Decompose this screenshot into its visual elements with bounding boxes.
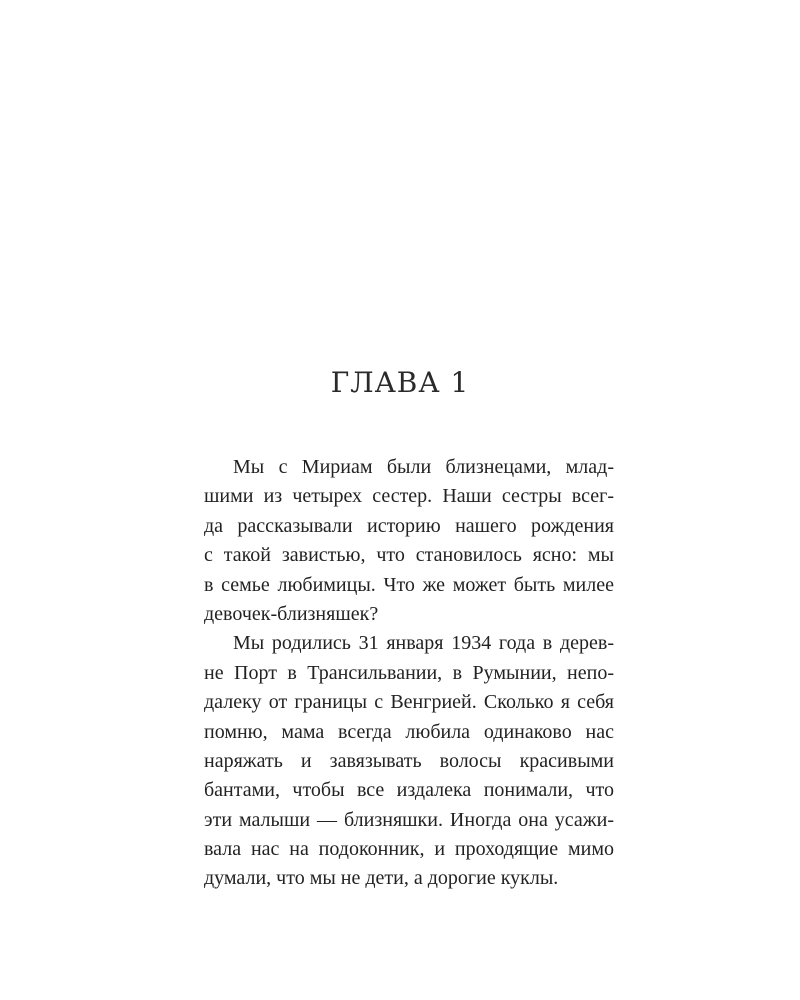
text-line: шими из четырех сестер. Наши сестры всег- xyxy=(204,485,614,508)
text-line: да рассказывали историю нашего рождения xyxy=(204,514,614,537)
text-line: думали, что мы не дети, а дорогие куклы. xyxy=(204,867,559,890)
paragraph-2 xyxy=(204,629,614,894)
text-line: бантами, чтобы все издалека понимали, что xyxy=(204,779,614,802)
text-line: эти малыши — близняшки. Иногда она усажи- xyxy=(204,808,614,831)
body-text xyxy=(204,453,614,894)
text-line: девочек-близняшек? xyxy=(204,602,379,625)
text-line: Мы родились 31 января 1934 года в дерев- xyxy=(233,632,614,655)
text-line: помню, мама всегда любила одинаково нас xyxy=(204,720,614,743)
text-line: в семье любимицы. Что же может быть милее xyxy=(204,573,614,596)
chapter-title: ГЛАВА 1 xyxy=(330,366,470,399)
text-line: с такой завистью, что становилось ясно: мы xyxy=(204,544,614,567)
text-line: не Порт в Трансильвании, в Румынии, непо- xyxy=(204,661,614,684)
text-line: наряжать и завязывать волосы красивыми xyxy=(204,749,614,772)
text-line: далеку от границы с Венгрией. Сколько я себя xyxy=(204,691,614,714)
text-line: вала нас на подоконник, и проходящие мимо xyxy=(204,838,614,861)
paragraph-1 xyxy=(204,453,614,629)
text-line: Мы с Мириам были близнецами, млад- xyxy=(233,456,614,478)
